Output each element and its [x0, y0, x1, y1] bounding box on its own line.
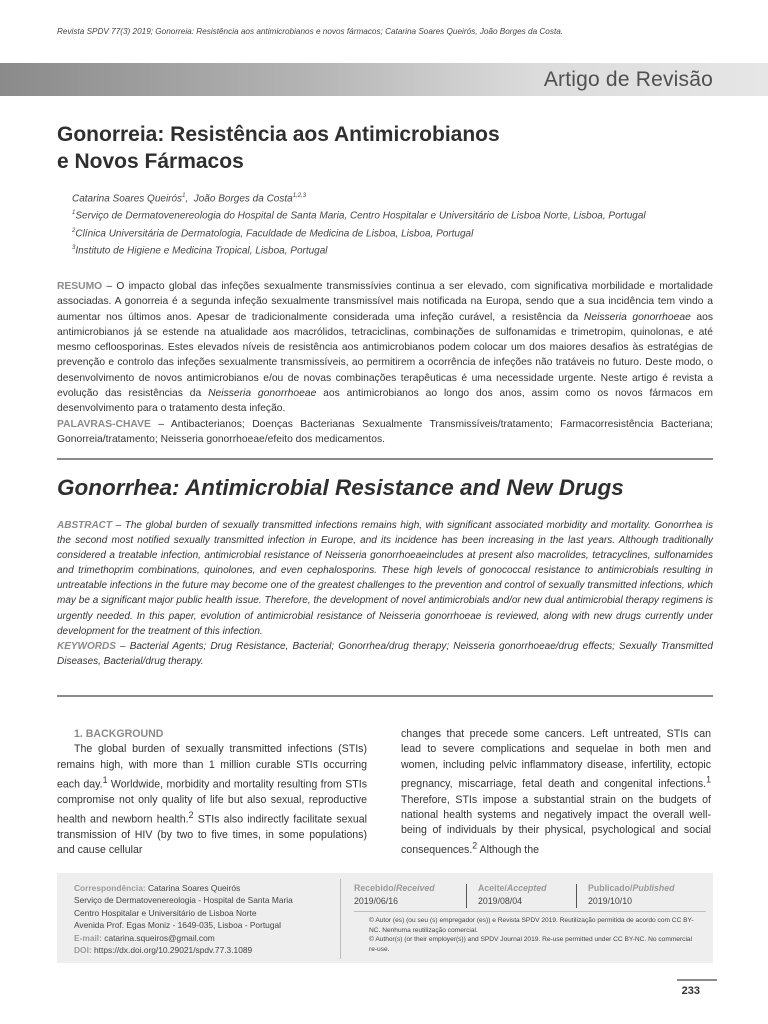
author-block: [72, 189, 712, 258]
section-label: Artigo de Revisão: [543, 68, 713, 91]
author-1-name: Catarina Soares Queirós: [72, 193, 183, 205]
footer-box: [57, 873, 713, 963]
address-line: Serviço de Dermatovenereologia - Hospital de Santa Maria: [74, 895, 293, 906]
palavras-chave-label: PALAVRAS-CHAVE: [57, 418, 151, 430]
received-date: Recebido/Received 2019/06/16: [354, 883, 435, 906]
footer-hline: [354, 911, 706, 912]
palavras-chave: PALAVRAS-CHAVE – Antibacterianos; Doenças Bacterianas Sexualmente Transmissíveis/tratamento; Farmacorresistência Bacteriana; Gonorreia/tratamento; Neisseria gonorrhoeae/efeito dos medicamentos.: [57, 418, 713, 445]
body-paragraph: The global burden of sexually transmitted infections (STIs) remains high, with more than 1 million curable STIs occurring each day.$^1$ Worldwide, morbidity and mortality resulting from STIs compromise not only quality of life but also sexual, reproductive health and newborn health.$^2$ STIs also indirectly facilitate sexual transmission of HIV (by two to five times, in some populations) and cause cellular: [57, 743, 367, 857]
body-paragraph: changes that precede some cancers. Left untreated, STIs can lead to severe complications and sequelae in both men and women, including pelvic inflammatory disease, infertility, ectopic pregnancy, miscarriage, fetal death and congenital infections.$^1$ Therefore, STIs impose a substantial strain on the budgets of national health systems and negatively impact the overall well-being of individuals by their physical, psychological and social consequences.$^2$ Although the: [401, 728, 711, 857]
date-separator: [576, 884, 577, 908]
divider: [57, 458, 713, 460]
copyright-pt: © Autor (es) (ou seu (s) empregador (es)) e Revista SPDV 2019. Reutilização permitida de acordo com CC BY-NC. Nenhuma reutilização comercial.: [369, 917, 694, 934]
email-label: E-mail:: [74, 932, 102, 943]
keywords-label: KEYWORDS: [57, 640, 116, 652]
published-date: Publicado/Published 2019/10/10: [588, 883, 675, 906]
author-1-sup: 1: [182, 193, 186, 199]
resumo-label: RESUMO: [57, 281, 103, 292]
author-2-sup: 1,2,3: [292, 193, 307, 199]
correspondence-name: Catarina Soares Queirós: [145, 883, 241, 893]
section-heading: 1. BACKGROUND: [74, 728, 164, 740]
doi-label: DOI:: [74, 945, 92, 956]
page-number: 233: [681, 985, 700, 997]
article-title-en: Gonorrhea: Antimicrobial Resistance and New Drugs: [57, 475, 624, 500]
abstract-label: ABSTRACT: [57, 520, 112, 531]
divider: [57, 695, 713, 697]
running-head: Revista SPDV 77(3) 2019; Gonorreia: Resistência aos antimicrobianos e novos fármacos; Catarina Soares Queirós, João Borges da Costa.: [57, 27, 564, 36]
title-pt-line-2: e Novos Fármacos: [57, 150, 244, 173]
article-title-pt: [57, 121, 717, 175]
body-column-right: [401, 727, 711, 858]
ref-sup: 2: [188, 810, 194, 821]
ref-sup: 2: [472, 840, 478, 851]
correspondence-label: Correspondência:: [74, 883, 146, 893]
affiliation-1: $^1$Serviço de Dermatovenereologia do Hospital de Santa Maria, Centro Hospitalar e Universitário de Lisboa Norte, Lisboa, Portugal: [72, 210, 646, 222]
keywords: KEYWORDS – Bacterial Agents; Drug Resistance, Bacterial; Gonorrhea/drug therapy; Neisseria gonorrhoeae/drug effects; Sexually Transmitted Diseases, Bacterial/drug therapy.: [57, 640, 713, 667]
dates-block: [354, 882, 706, 912]
species-name: Neisseria gonorrhoeae: [583, 311, 691, 323]
doi-link[interactable]: https://dx.doi.org/10.29021/spdv.77.3.1089: [91, 945, 253, 956]
address-line: Avenida Prof. Egas Moniz - 1649-035, Lisboa - Portugal: [74, 920, 282, 931]
author-2-name: João Borges da Costa: [193, 193, 293, 205]
body-column-left: [57, 727, 367, 858]
author-names: Catarina Soares Queirós$^1$, João Borges da Costa$^{1,2,3}$: [72, 193, 307, 205]
affiliation-2: $^2$Clínica Universitária de Dermatologia, Faculdade de Medicina de Lisboa, Lisboa, Portugal: [72, 227, 474, 239]
copyright-block: [369, 916, 699, 955]
affiliation-3: $^3$Instituto de Higiene e Medicina Tropical, Lisboa, Portugal: [72, 244, 328, 257]
ref-sup: 1: [706, 774, 711, 785]
title-pt-line-1: Gonorreia: Resistência aos Antimicrobianos: [57, 123, 500, 146]
resumo-block: [57, 279, 713, 447]
species-name: Neisseria gonorrhoeae: [208, 388, 317, 400]
correspondence-block: [74, 882, 344, 956]
ref-sup: 1: [102, 774, 108, 785]
accepted-date: Aceite/Accepted 2019/08/04: [478, 883, 547, 906]
page-rule: [677, 979, 717, 981]
footer-divider: [340, 879, 341, 959]
date-separator: [466, 884, 467, 908]
resumo-paragraph: RESUMO – O impacto global das infeções sexualmente transmissívies continua a ser elevado, com significativa morbilidade e mortalidade associadas. A gonorreia é a segunda infeção sexualmente transmissível mais notificada na Europa, sendo que a sua incidência tem vindo a aumentar nos últimos anos. Apesar de tradicionalmente considerada uma infeção curável, a resistência da Neisseria gonorrhoeae aos antimicrobianos já se estende na atualidade aos macrólidos, tetraciclinas, combinações de sulfonamidas e trimetropim, quinolonas, e até mesmo cefloosporinas. Estes elevados níveis de resistência aos antimicrobianos podem colocar um dos maiores desafios às estratégias de prevenção e controlo das infeções sexualmente transmissíveis, ao permitirem a ocorrência de infeções não tratáveis no futuro. Deste modo, o desenvolvimento de novos antimicrobianos e/ou de novas combinações terapêuticas é uma necessidade urgente. Neste artigo é revista a evolução das resistências da Neisseria gonorrhoeae aos antimicrobianos ao longo dos anos, assim como os novos fármacos em desenvolvimento para o tratamento desta infeção.: [57, 281, 713, 415]
copyright-en: © Author(s) (or their employer(s)) and SPDV Journal 2019. Re-use permitted under CC BY-NC. No commercial re-use.: [369, 936, 693, 954]
abstract-paragraph: ABSTRACT – The global burden of sexually transmitted infections remains high, with significant associated morbidity and mortality. Gonorrhea is the second most notified sexually transmitted infection in Europe, and its incidence has been increasing in the last years. Although traditionally considered a treatable infection, antimicrobial resistance of Neisseria gonorrhoeaeincludes at present also macrolides, tetracyclines, sulfonamides and trimethoprim combinations, quinolones, and even cephalosporins. These high levels of gonococcal resistance to antimicrobials resulting in untreatable infections in the future may become one of the greatest challenges to the prevention and control of sexually transmitted infections, which may be a significant major public health issue. Therefore, the development of novel antimicrobials and/or new dual antimicrobial therapy regimens is urgently needed. In this paper, evolution of antimicrobial resistance of Neisseria gonorrhoeae is reviewed, along with new drugs currently under development for the treatment of this infection.: [57, 520, 713, 637]
abstract-block: [57, 518, 713, 669]
email-link[interactable]: catarina.squeiros@gmail.com: [101, 932, 215, 943]
address-line: Centro Hospitalar e Universitário de Lisboa Norte: [74, 907, 257, 918]
